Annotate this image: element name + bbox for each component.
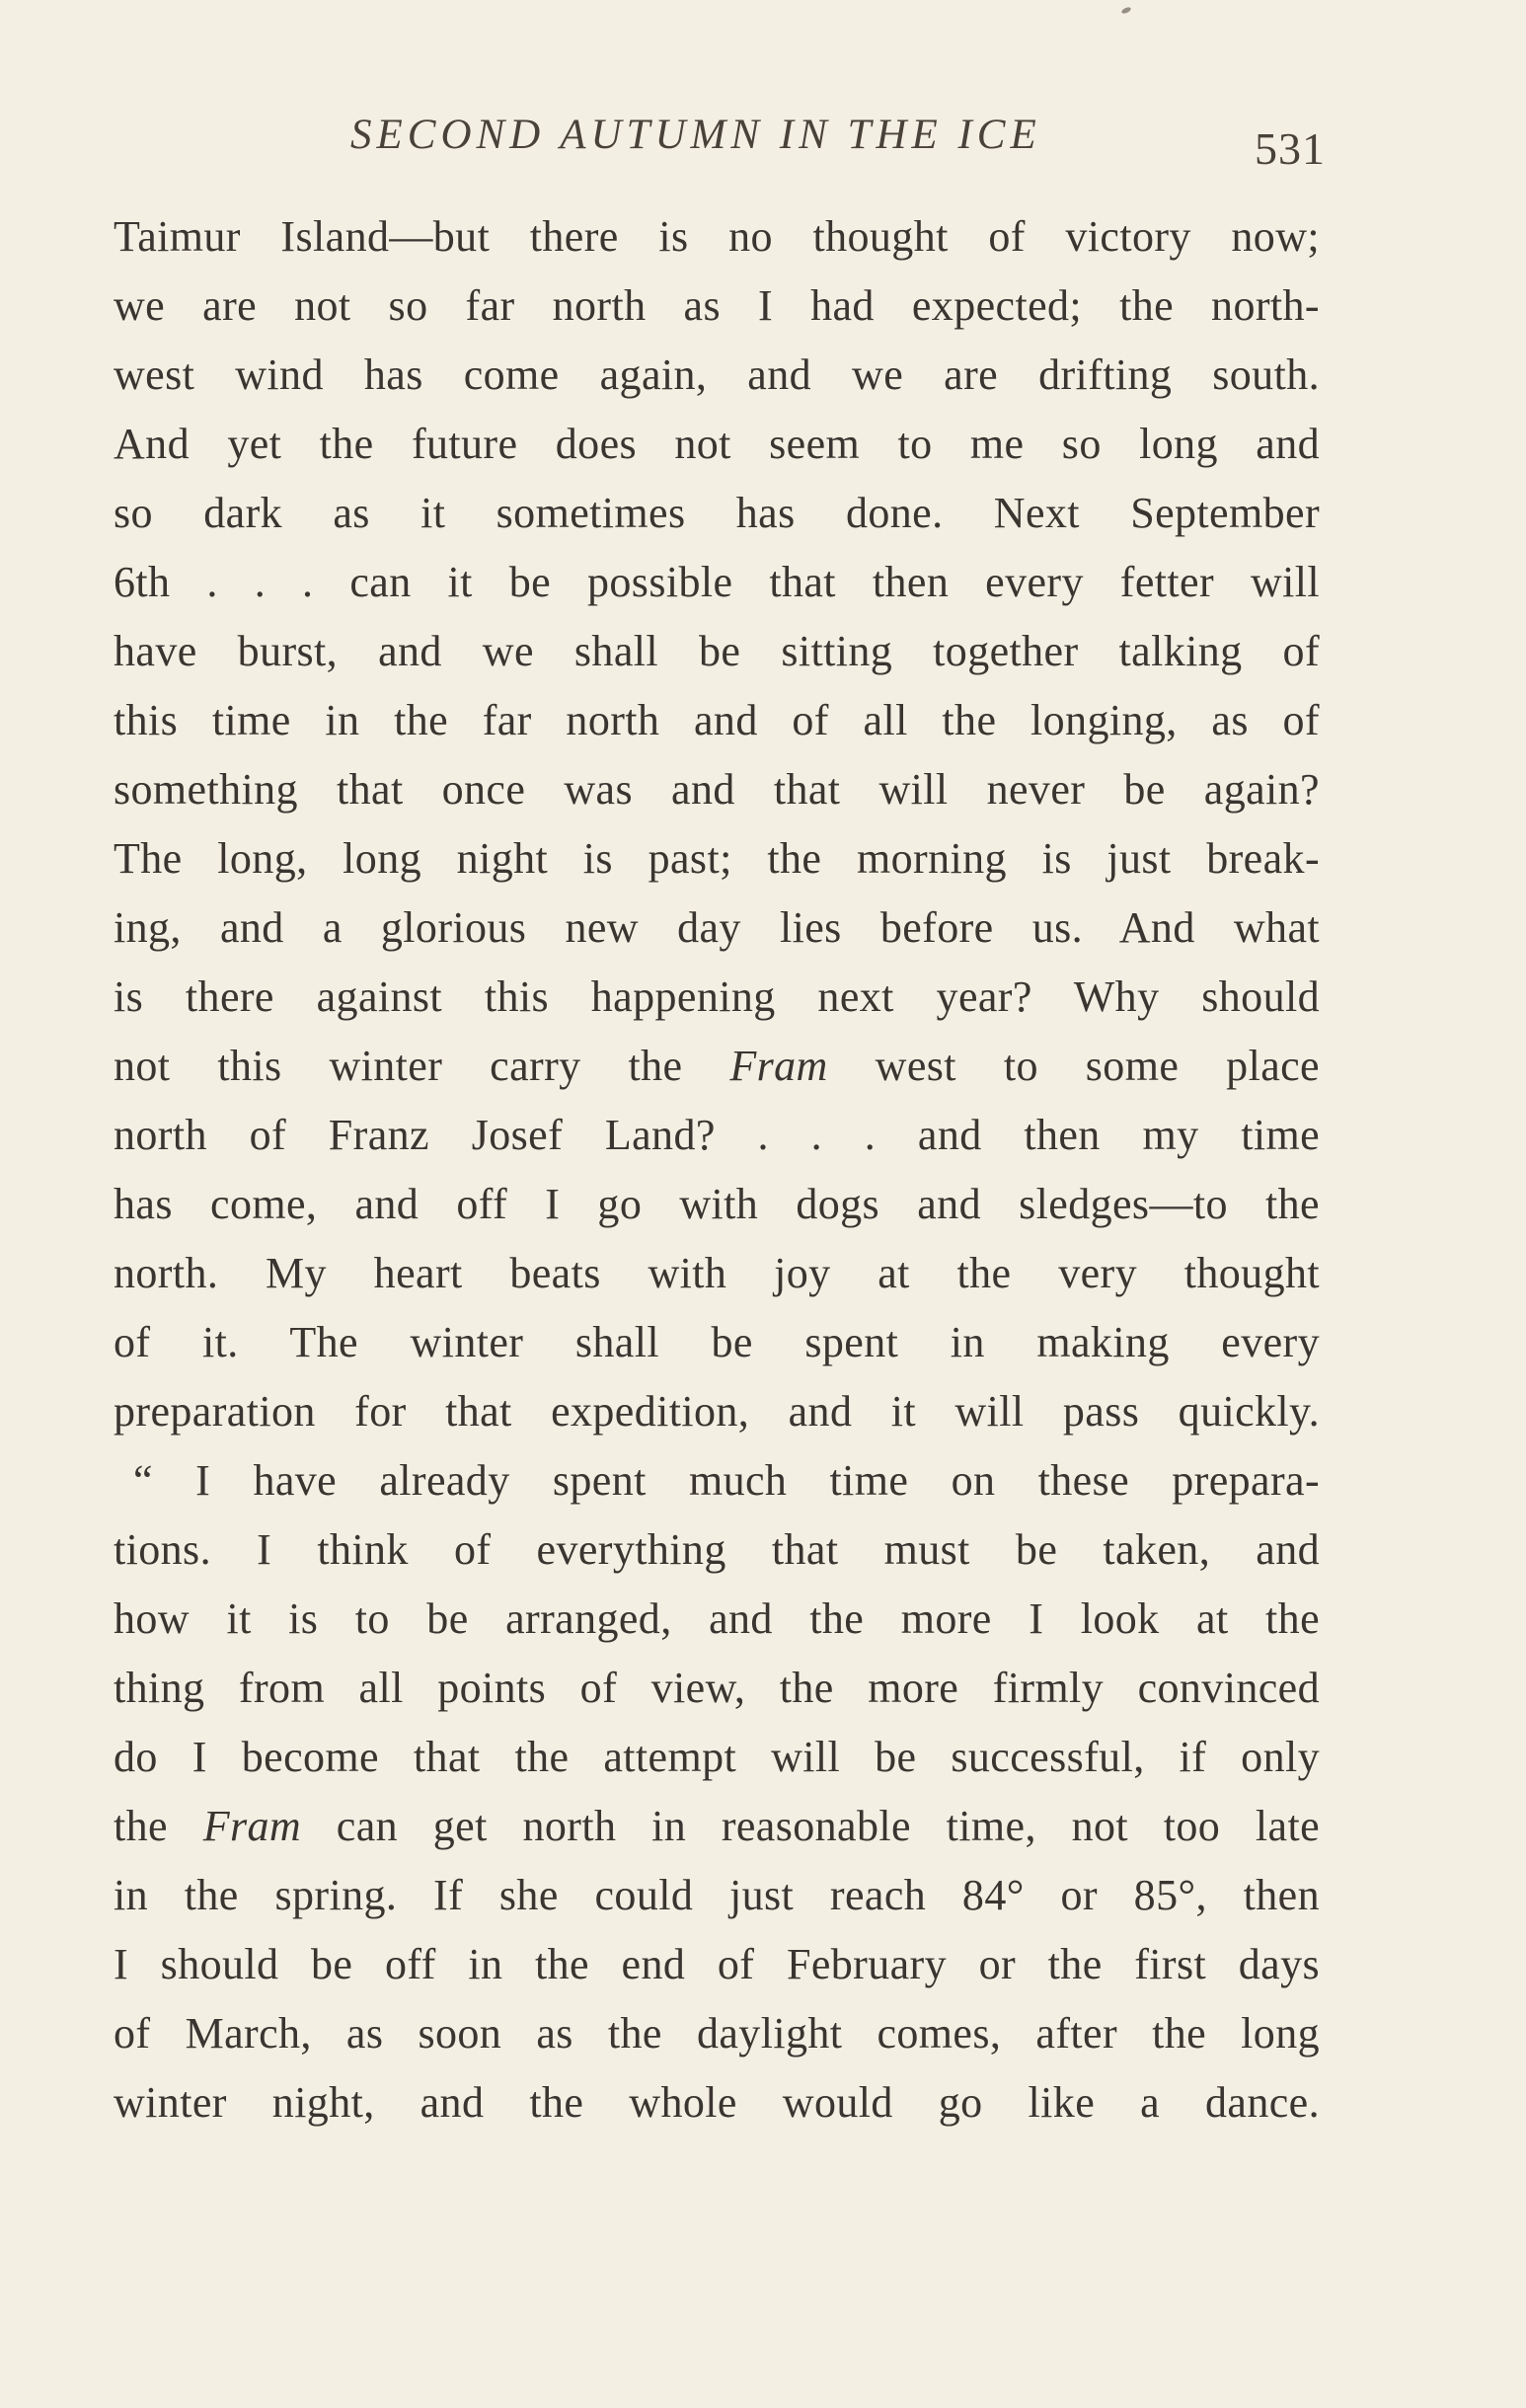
text-line: north of Franz Josef Land? . . . and then my time: [114, 1111, 1320, 1159]
text-line: 6th . . . can it be possible that then every fetter will: [114, 558, 1320, 606]
page-number: 531: [1255, 123, 1326, 174]
text-line: preparation for that expedition, and it will pass quickly.: [114, 1387, 1320, 1436]
text-line: north. My heart beats with joy at the very thought: [114, 1249, 1320, 1297]
text-line: so dark as it sometimes has done. Next September: [114, 489, 1320, 537]
running-title: SECOND AUTUMN IN THE ICE: [350, 112, 1041, 158]
text-line: thing from all points of view, the more firmly convinced: [114, 1664, 1320, 1712]
text-line: The long, long night is past; the morning is just break-: [114, 834, 1320, 883]
text-line: I should be off in the end of February or the first days: [114, 1940, 1320, 1988]
body-text: [114, 202, 1320, 2137]
text-line: has come, and off I go with dogs and sledges—to the: [114, 1180, 1320, 1228]
text-segment: can get north in reasonable time, not too late: [301, 1802, 1320, 1850]
ship-name-italic: Fram: [729, 1042, 828, 1090]
text-segment: not this winter carry the: [114, 1042, 730, 1090]
text-line: winter night, and the whole would go like a dance.: [114, 2078, 1320, 2127]
text-line: something that once was and that will never be again?: [114, 765, 1320, 814]
text-line: tions. I think of everything that must be taken, and: [114, 1525, 1320, 1574]
text-segment: west to some place: [827, 1042, 1320, 1090]
text-line: is there against this happening next year? Why should: [114, 972, 1320, 1021]
text-line: [114, 1032, 1320, 1101]
text-line: Taimur Island—but there is no thought of victory now;: [114, 212, 1320, 261]
text-line: do I become that the attempt will be successful, if only: [114, 1733, 1320, 1781]
ink-speck: [1120, 6, 1131, 15]
text-line: how it is to be arranged, and the more I look at the: [114, 1594, 1320, 1643]
text-line: And yet the future does not seem to me so long and: [114, 420, 1320, 468]
ship-name-italic: Fram: [202, 1802, 302, 1850]
text-line: in the spring. If she could just reach 84° or 85°, then: [114, 1871, 1320, 1919]
text-segment: the: [114, 1802, 203, 1850]
text-line: of it. The winter shall be spent in making every: [114, 1318, 1320, 1366]
text-line: we are not so far north as I had expected; the north-: [114, 281, 1320, 330]
text-line: of March, as soon as the daylight comes, after the long: [114, 2009, 1320, 2058]
text-line: [114, 1792, 1320, 1861]
text-line: “ I have already spent much time on these prepara-: [133, 1456, 1320, 1505]
text-line: west wind has come again, and we are drifting south.: [114, 350, 1320, 399]
text-line: ing, and a glorious new day lies before us. And what: [114, 903, 1320, 952]
text-line: have burst, and we shall be sitting together talking of: [114, 627, 1320, 675]
text-line: this time in the far north and of all the longing, as of: [114, 696, 1320, 744]
